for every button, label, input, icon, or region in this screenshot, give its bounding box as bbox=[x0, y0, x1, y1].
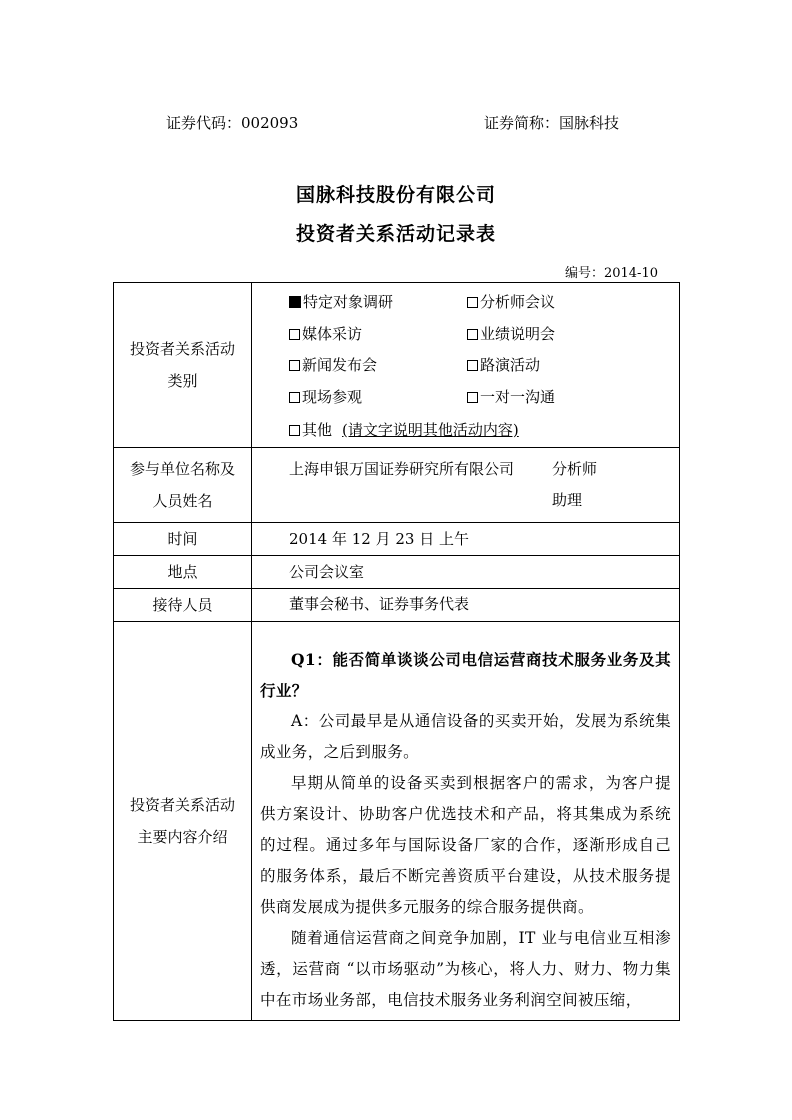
checkbox-option-other[interactable] bbox=[289, 415, 679, 447]
checkbox-option[interactable] bbox=[289, 319, 467, 351]
checkbox-option[interactable] bbox=[467, 287, 647, 319]
row-participants bbox=[114, 447, 680, 522]
participants-value bbox=[252, 447, 680, 522]
document-number: 编号：2014-10 bbox=[564, 266, 658, 281]
question-1: Q1：能否简单谈谈公司电信运营商技术服务业务及其行业？ bbox=[260, 649, 671, 700]
checkbox-icon[interactable] bbox=[289, 296, 301, 308]
checkbox-option[interactable] bbox=[467, 382, 647, 414]
checkbox-label-other: 其他 bbox=[302, 421, 333, 439]
answer-paragraph: A：公司最早是从通信设备的买卖开始，发展为系统集成业务，之后到服务。 bbox=[260, 711, 671, 761]
reception-label: 接待人员 bbox=[114, 588, 252, 621]
content-label-line1: 投资者关系活动 bbox=[129, 795, 235, 814]
row-activity-type bbox=[114, 283, 680, 448]
checkbox-label: 现场参观 bbox=[302, 387, 363, 406]
company-title: 国脉科技股份有限公司 bbox=[295, 184, 496, 206]
checkbox-label: 路演活动 bbox=[480, 356, 541, 374]
stock-short-name: 证券简称：国脉科技 bbox=[484, 114, 620, 132]
row-content bbox=[114, 621, 680, 1020]
checkbox-icon[interactable] bbox=[467, 329, 478, 340]
activity-type-options bbox=[252, 283, 680, 448]
row-location bbox=[114, 555, 680, 588]
checkbox-grid bbox=[289, 283, 679, 415]
location-label: 地点 bbox=[114, 555, 252, 588]
answer-paragraph: 随着通信运营商之间竞争加剧，IT 业与电信业互相渗透，运营商 “以市场驱动”为核心，将人力、财力、物力集中在市场业务部，电信技术服务业务利润空间被压缩， bbox=[260, 928, 671, 1009]
checkbox-label: 特定对象调研 bbox=[303, 293, 394, 311]
checkbox-option[interactable] bbox=[467, 319, 647, 351]
row-reception bbox=[114, 588, 680, 621]
participants-label-line1: 参与单位名称及 bbox=[129, 459, 235, 478]
participant-org: 上海申银万国证券研究所有限公司 bbox=[289, 459, 515, 478]
checkbox-option[interactable] bbox=[289, 350, 467, 382]
time-label: 时间 bbox=[114, 522, 252, 555]
checkbox-label: 新闻发布会 bbox=[302, 356, 378, 374]
document-title: 投资者关系活动记录表 bbox=[295, 223, 496, 245]
checkbox-label: 媒体采访 bbox=[302, 324, 363, 343]
checkbox-icon[interactable] bbox=[289, 329, 300, 340]
checkbox-option[interactable] bbox=[289, 287, 467, 319]
checkbox-label: 业绩说明会 bbox=[480, 324, 556, 343]
checkbox-icon[interactable] bbox=[467, 392, 478, 403]
checkbox-label: 一对一沟通 bbox=[480, 387, 556, 406]
location-value: 公司会议室 bbox=[252, 555, 680, 588]
record-table bbox=[113, 282, 680, 1021]
other-activity-note: (请文字说明其他活动内容) bbox=[342, 421, 519, 439]
participant-role-assistant: 助理 bbox=[552, 490, 583, 509]
checkbox-option[interactable] bbox=[467, 350, 647, 382]
participants-label bbox=[114, 447, 252, 522]
checkbox-icon[interactable] bbox=[289, 425, 300, 436]
stock-code: 证券代码：002093 bbox=[166, 114, 299, 132]
checkbox-icon[interactable] bbox=[467, 297, 478, 308]
content-body bbox=[252, 621, 680, 1020]
time-value: 2014 年 12 月 23 日 上午 bbox=[252, 522, 680, 555]
row-time bbox=[114, 522, 680, 555]
content-label bbox=[114, 621, 252, 1020]
checkbox-icon[interactable] bbox=[467, 360, 478, 371]
activity-type-label-line2: 类别 bbox=[167, 371, 198, 390]
checkbox-icon[interactable] bbox=[289, 360, 300, 371]
participants-label-line2: 人员姓名 bbox=[152, 491, 213, 510]
content-label-line2: 主要内容介绍 bbox=[137, 827, 228, 846]
participant-role-analyst: 分析师 bbox=[552, 459, 598, 478]
checkbox-icon[interactable] bbox=[289, 392, 300, 403]
activity-type-label bbox=[114, 283, 252, 448]
answer-paragraph: 早期从简单的设备买卖到根据客户的需求，为客户提供方案设计、协助客户优选技术和产品，将其集成为系统的过程。通过多年与国际设备厂家的合作，逐渐形成自己的服务体系，最后不断完善资质平台建设，从技术服务提供商发展成为提供多元服务的综合服务提供商。 bbox=[260, 773, 671, 916]
checkbox-label: 分析师会议 bbox=[480, 293, 556, 311]
checkbox-option[interactable] bbox=[289, 382, 467, 414]
activity-type-label-line1: 投资者关系活动 bbox=[129, 339, 235, 358]
reception-value: 董事会秘书、证券事务代表 bbox=[252, 588, 680, 621]
